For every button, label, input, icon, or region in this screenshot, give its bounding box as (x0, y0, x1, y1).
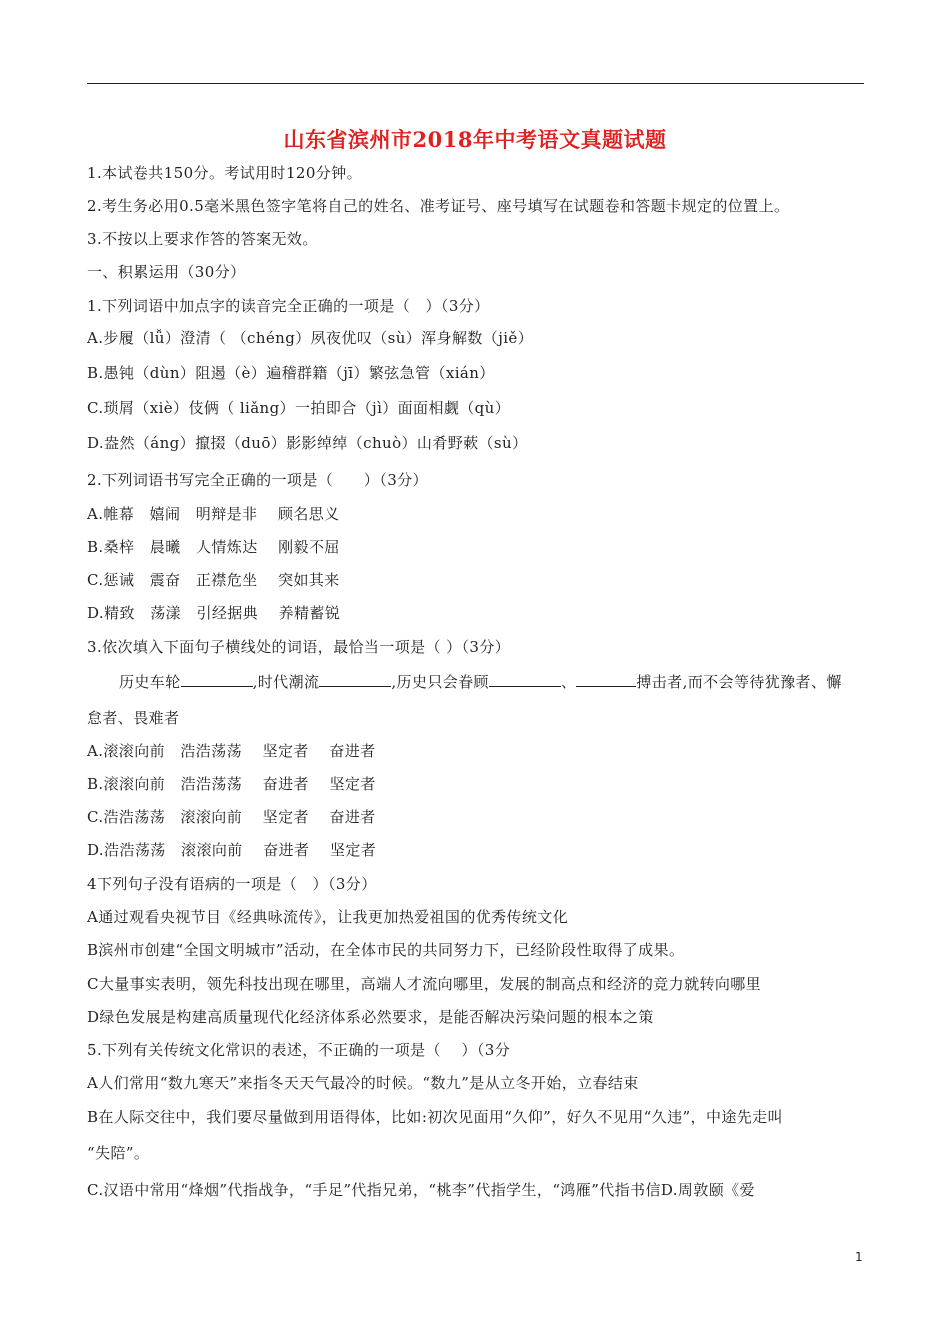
fill-blank-4 (576, 671, 636, 687)
fill-blank-3 (489, 671, 561, 687)
sentence-part-4: 、 (560, 673, 577, 691)
question-3-option-d: D.浩浩荡荡 滚滚向前 奋进者 坚定者 (87, 841, 377, 859)
question-5: 5.下列有关传统文化常识的表述，不正确的一项是（ ）（3分 (87, 1041, 511, 1059)
question-2: 2.下列词语书写完全正确的一项是（ ）（3分） (87, 471, 428, 489)
question-3: 3.依次填入下面句子横线处的词语，最恰当一项是（ ）（3分） (87, 638, 511, 656)
question-3-option-b: B.滚滚向前 浩浩荡荡 奋进者 坚定者 (87, 775, 376, 793)
question-5-option-a: A人们常用“数九寒天”来指冬天天气最冷的时候。“数九”是从立冬开始，立春结束 (87, 1074, 639, 1092)
question-4-option-c: C大量事实表明，领先科技出现在哪里，高端人才流向哪里，发展的制高点和经济的竞力就转向哪里 (87, 975, 762, 993)
header-rule (87, 83, 864, 84)
question-5-option-b-continued: “失陪”。 (87, 1144, 150, 1162)
question-2-option-b: B.桑梓 晨曦 人情炼达 刚毅不屈 (87, 538, 340, 556)
page-title: 山东省滨州市2018年中考语文真题试题 (283, 127, 667, 152)
page-number: 1 (855, 1250, 863, 1264)
sentence-part-1: 历史车轮 (119, 673, 181, 691)
note-1: 1.本试卷共150分。考试用时120分钟。 (87, 164, 362, 182)
sentence-part-5: 搏击者,而不会等待犹豫者、懈 (636, 673, 842, 691)
question-3-sentence-continued: 怠者、畏难者 (87, 709, 180, 727)
sentence-part-3: ,历史只会眷顾 (391, 673, 489, 691)
note-2: 2.考生务必用0.5毫米黑色签字笔将自己的姓名、准考证号、座号填写在试题卷和答题卡规定的位置上。 (87, 197, 790, 215)
question-1-option-c: C.琐屑（xiè）伎俩（ liǎng）一拍即合（jì）面面相觑（qù） (87, 399, 511, 417)
question-5-option-b: B在人际交往中，我们要尽量做到用语得体，比如:初次见面用“久仰”，好久不见用“久违”，中途先走叫 (87, 1108, 783, 1126)
question-4-option-b: B滨州市创建“全国文明城市”活动，在全体市民的共同努力下，已经阶段性取得了成果。 (87, 941, 685, 959)
note-3: 3.不按以上要求作答的答案无效。 (87, 230, 318, 248)
question-3-option-c: C.浩浩荡荡 滚滚向前 坚定者 奋进者 (87, 808, 376, 826)
question-1-option-d: D.盎然（áng）攛掇（duō）影影绰绰（chuò）山肴野蔌（sù） (87, 434, 528, 452)
question-1: 1.下列词语中加点字的读音完全正确的一项是（ ）（3分） (87, 297, 490, 315)
question-3-option-a: A.滚滚向前 浩浩荡荡 坚定者 奋进者 (87, 742, 376, 760)
sentence-part-2: ,时代潮流 (252, 673, 320, 691)
question-4: 4下列句子没有语病的一项是（ ）（3分） (87, 875, 377, 893)
question-4-option-a: A通过观看央视节目《经典咏流传》，让我更加热爱祖国的优秀传统文化 (87, 908, 569, 926)
fill-blank-2 (319, 671, 391, 687)
fill-blank-1 (181, 671, 253, 687)
question-2-option-d: D.精致 荡漾 引经据典 养精蓄锐 (87, 604, 341, 622)
question-5-option-c: C.汉语中常用“烽烟”代指战争，“手足”代指兄弟，“桃李”代指学生，“鸿雁”代指书信D.周敦颐《爱 (87, 1181, 755, 1199)
question-2-option-c: C.惩诫 震奋 正襟危坐 突如其来 (87, 571, 340, 589)
question-4-option-d: D绿色发展是构建高质量现代化经济体系必然要求，是能否解决污染问题的根本之策 (87, 1008, 654, 1026)
question-3-sentence (119, 671, 842, 692)
question-1-option-a: A.步履（lǚ）澄清（ （chéng）夙夜优叹（sù）浑身解数（jiě） (87, 329, 534, 347)
section-heading: 一、积累运用（30分） (87, 263, 246, 281)
question-1-option-b: B.愚钝（dùn）阻遏（è）遍稽群籍（jī）繁弦急管（xián） (87, 364, 495, 382)
question-2-option-a: A.帷幕 嬉闹 明辩是非 顾名思义 (87, 505, 340, 523)
